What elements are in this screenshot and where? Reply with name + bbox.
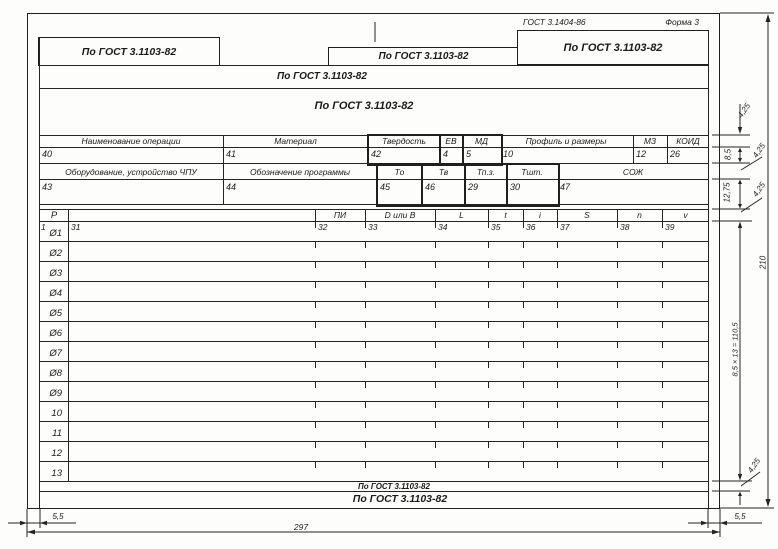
row-label: Ø7 xyxy=(49,348,62,359)
col-header-s: S xyxy=(584,210,590,220)
field-code: 5 xyxy=(466,149,472,159)
dim-label-4-25-b: 4,25 xyxy=(750,141,768,160)
col-header-tsht: Тшт. xyxy=(521,166,543,177)
dim-label-4-25-top: 4,25 xyxy=(735,101,753,120)
row-label: Ø5 xyxy=(49,308,62,319)
dim-label-5-5-left: 5,5 xyxy=(52,512,64,521)
field-code: 4 xyxy=(443,149,449,159)
col-header-mz: МЗ xyxy=(643,136,657,146)
po-gost-label: По ГОСТ 3.1103-82 xyxy=(314,100,414,112)
field-code: 12 xyxy=(636,149,647,159)
col-header-pi: ПИ xyxy=(333,210,347,220)
po-gost-label: По ГОСТ 3.1103-82 xyxy=(352,493,448,505)
dim-label-297: 297 xyxy=(293,522,309,532)
po-gost-label: По ГОСТ 3.1103-82 xyxy=(277,71,367,82)
row-label: Ø1 xyxy=(49,228,62,239)
dim-label-4-25-c: 4,25 xyxy=(750,180,768,199)
col-header-md: МД xyxy=(474,136,489,146)
field-code: 41 xyxy=(226,149,237,159)
field-code: 37 xyxy=(560,222,570,232)
col-header-tpz: Тп.з. xyxy=(476,166,496,177)
field-code: 35 xyxy=(491,222,501,232)
form-number: Форма 3 xyxy=(665,17,699,27)
row-label: Ø3 xyxy=(49,268,62,279)
field-code: 1 xyxy=(41,222,46,232)
col-header-v: v xyxy=(683,210,688,220)
field-code: 42 xyxy=(371,149,382,159)
col-header-program: Обозначение программы xyxy=(249,166,351,177)
col-header-operation-name: Наименование операции xyxy=(81,136,181,146)
col-header-d: D или В xyxy=(384,210,416,220)
col-header-p: Р xyxy=(50,209,58,221)
row-label: 11 xyxy=(52,428,62,439)
field-code: 10 xyxy=(503,149,514,159)
po-gost-label: По ГОСТ 3.1103-82 xyxy=(563,41,663,54)
row-label: 13 xyxy=(51,468,62,479)
dim-label-8-5: 8,5 xyxy=(723,148,733,161)
field-code: 44 xyxy=(226,182,237,192)
col-header-t: t xyxy=(504,210,507,220)
row-label: 10 xyxy=(51,408,62,419)
dim-label-4-25-bottom: 4,25 xyxy=(745,456,763,475)
dim-label-5-5-right: 5,5 xyxy=(734,512,746,521)
dim-label-210: 210 xyxy=(758,255,768,270)
field-code: 45 xyxy=(380,182,391,192)
field-code: 43 xyxy=(42,182,53,192)
field-code: 30 xyxy=(510,182,521,192)
dim-label-12-75: 12,75 xyxy=(722,182,732,203)
field-code: 29 xyxy=(468,182,479,192)
col-header-profile: Профиль и размеры xyxy=(525,136,607,146)
field-code: 36 xyxy=(526,222,536,232)
field-code: 33 xyxy=(368,222,378,232)
po-gost-label: По ГОСТ 3.1103-82 xyxy=(378,51,469,62)
col-header-to: То xyxy=(394,166,405,177)
field-code: 47 xyxy=(560,182,571,192)
col-header-sozh: СОЖ xyxy=(622,166,644,177)
col-header-ev: ЕВ xyxy=(445,136,457,146)
po-gost-label: По ГОСТ 3.1103-82 xyxy=(81,45,177,58)
col-header-material: Материал xyxy=(274,136,317,146)
row-label: Ø9 xyxy=(49,388,62,399)
po-gost-label: По ГОСТ 3.1103-82 xyxy=(358,481,430,491)
row-label: 12 xyxy=(51,448,62,459)
field-code: 46 xyxy=(425,182,436,192)
row-label: Ø8 xyxy=(49,368,62,379)
col-header-n: n xyxy=(637,210,642,220)
col-header-equipment: Оборудование, устройство ЧПУ xyxy=(65,166,197,177)
col-header-hardness: Твердость xyxy=(382,136,426,146)
field-code: 38 xyxy=(620,222,630,232)
field-code: 34 xyxy=(438,222,448,232)
row-label: Ø4 xyxy=(49,288,62,299)
row-label: Ø6 xyxy=(49,328,62,339)
row-label: Ø2 xyxy=(49,248,62,259)
field-code: 40 xyxy=(42,149,53,159)
col-header-tv: Тв xyxy=(438,166,449,177)
standard-number: ГОСТ 3.1404-86 xyxy=(523,17,586,27)
col-header-koid: КОИД xyxy=(676,136,700,146)
field-code: 31 xyxy=(71,222,81,232)
field-code: 32 xyxy=(318,222,328,232)
col-header-l: L xyxy=(459,210,464,220)
field-code: 26 xyxy=(670,149,681,159)
col-header-i: i xyxy=(539,210,541,220)
dim-label-rows-height: 8,5 × 13 = 110,5 xyxy=(730,322,740,377)
field-code: 39 xyxy=(665,222,675,232)
